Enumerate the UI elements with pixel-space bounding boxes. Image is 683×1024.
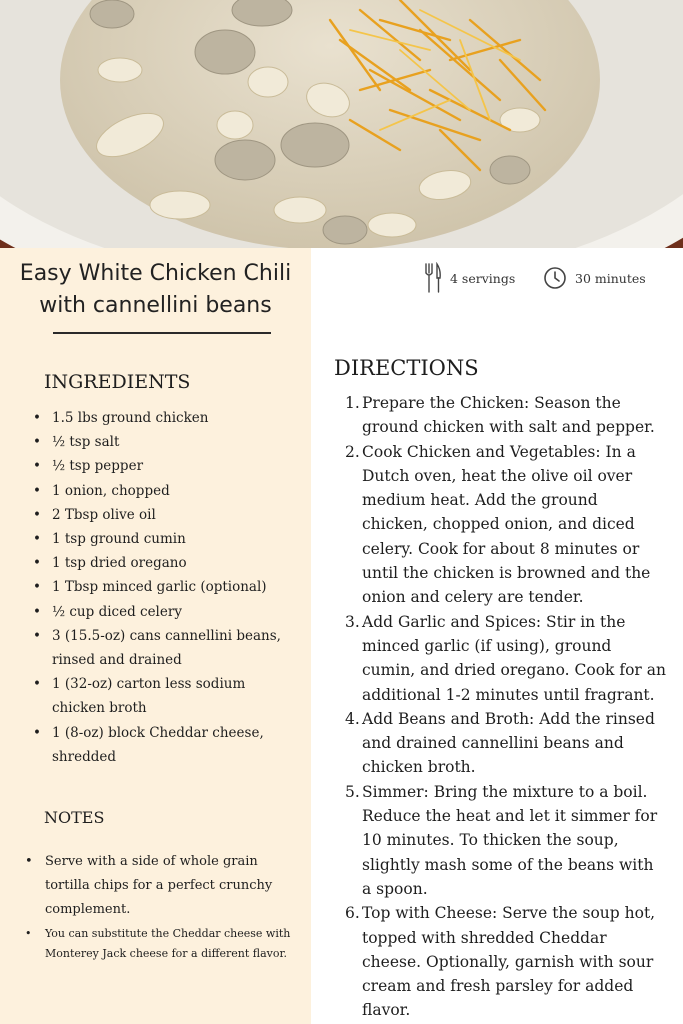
direction-step bbox=[336, 391, 666, 440]
servings-info bbox=[424, 262, 515, 294]
directions-heading: DIRECTIONS bbox=[334, 356, 479, 380]
step-number: 5. bbox=[345, 782, 360, 801]
step-text: Top with Cheese: Serve the soup hot, topped with shredded Cheddar cheese. Optionally, garnish with sour cream and fresh parsley for added flavor. bbox=[362, 904, 656, 1020]
recipe-title bbox=[0, 258, 311, 322]
ingredient-item: • 1 tsp dried oregano bbox=[30, 551, 300, 575]
ingredient-item: • 1.5 lbs ground chicken bbox=[30, 406, 300, 430]
ingredients-heading: INGREDIENTS bbox=[44, 371, 191, 393]
clock-icon bbox=[543, 266, 567, 290]
note-item: • Serve with a side of whole grain tortilla chips for a perfect crunchy complement. bbox=[22, 850, 292, 922]
step-text: Add Beans and Broth: Add the rinsed and drained cannellini beans and chicken broth. bbox=[362, 709, 655, 777]
notes-heading: NOTES bbox=[44, 808, 105, 827]
note-item: • You can substitute the Cheddar cheese with Monterey Jack cheese for a different flavor. bbox=[22, 924, 292, 964]
direction-step bbox=[336, 610, 666, 707]
step-number: 2. bbox=[345, 442, 360, 461]
fork-knife-icon bbox=[424, 262, 442, 294]
chili-photo bbox=[0, 0, 683, 248]
step-number: 3. bbox=[345, 612, 360, 631]
ingredient-item: • 1 tsp ground cumin bbox=[30, 527, 300, 551]
directions-list bbox=[336, 391, 666, 1023]
ingredient-item: • 2 Tbsp olive oil bbox=[30, 503, 300, 527]
time-info bbox=[543, 262, 646, 294]
ingredient-item: • 1 onion, chopped bbox=[30, 479, 300, 503]
direction-step bbox=[336, 780, 666, 901]
title-line-2: with cannellini beans bbox=[39, 293, 272, 318]
direction-step bbox=[336, 440, 666, 610]
ingredient-item: • ½ tsp pepper bbox=[30, 454, 300, 478]
title-divider bbox=[53, 332, 271, 334]
title-line-1: Easy White Chicken Chili bbox=[19, 261, 292, 286]
step-number: 1. bbox=[345, 394, 360, 412]
servings-text: 4 servings bbox=[450, 270, 516, 286]
ingredient-item: • 1 (32-oz) carton less sodium chicken broth bbox=[30, 672, 300, 720]
step-number: 4. bbox=[345, 709, 360, 728]
ingredients-list bbox=[30, 406, 300, 769]
chili-bowl-image bbox=[0, 0, 683, 248]
direction-step bbox=[336, 901, 666, 1022]
ingredient-item: • 1 (8-oz) block Cheddar cheese, shredded bbox=[30, 721, 300, 769]
ingredient-item: • ½ cup diced celery bbox=[30, 600, 300, 624]
step-text: Simmer: Bring the mixture to a boil. Reduce the heat and let it simmer for 10 minutes. To thicken the soup, slightly mash some of the beans with a spoon. bbox=[362, 782, 658, 898]
step-text: Add Garlic and Spices: Stir in the minced garlic (if using), ground cumin, and dried oregano. Cook for an additional 1-2 minutes until fragrant. bbox=[362, 612, 666, 704]
ingredient-item: • 1 Tbsp minced garlic (optional) bbox=[30, 575, 300, 599]
notes-list bbox=[22, 850, 292, 964]
step-number: 6. bbox=[345, 904, 360, 923]
step-text: Cook Chicken and Vegetables: In a Dutch oven, heat the olive oil over medium heat. Add the ground chicken, chopped onion, and diced celery. Cook for about 8 minutes or until the chicken is browned and the onion and celery are tender. bbox=[362, 442, 651, 607]
direction-step bbox=[336, 707, 666, 780]
step-text: Prepare the Chicken: Season the ground chicken with salt and pepper. bbox=[362, 394, 655, 437]
time-text: 30 minutes bbox=[575, 270, 646, 286]
ingredient-item: • 3 (15.5-oz) cans cannellini beans, rinsed and drained bbox=[30, 624, 300, 672]
ingredient-item: • ½ tsp salt bbox=[30, 430, 300, 454]
